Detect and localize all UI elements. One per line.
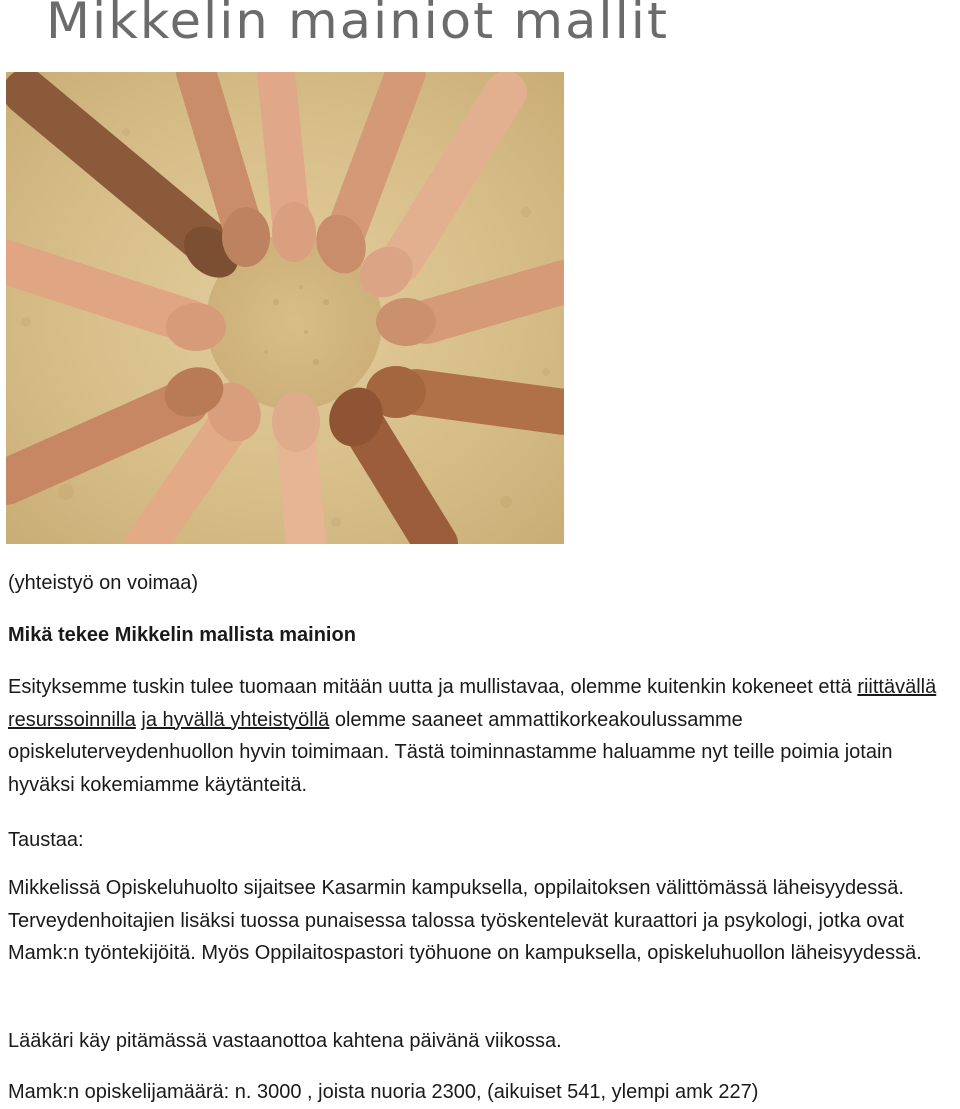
background-paragraph: Mikkelissä Opiskeluhuolto sijaitsee Kasarmin kampuksella, oppilaitoksen välittömässä läheisyydessä. Terveydenhoitajien lisäksi tuossa punaisessa talossa työskentelevät kuraattori ja psykologi, jotka ovat Mamk:n työntekijöitä. Myös Oppilaitospastori työhuone on kampuksella, opiskeluhuollon läheisyydessä. — [8, 877, 922, 964]
doctor-paragraph: Lääkäri käy pitämässä vastaanottoa kahtena päivänä viikossa. — [8, 1030, 562, 1052]
intro-paragraph: Esityksemme tuskin tulee tuomaan mitään uutta ja mullistavaa, olemme kuitenkin kokeneet että riittävällä resurssoinnilla ja hyvällä yhteistyöllä olemme saaneet ammattikorkeakoulussamme opiskeluterveydenhuollon hyvin toimimaan. Tästä toiminnastamme haluamme nyt teille poimia jotain hyväksi kokemiamme käytänteitä. — [8, 676, 937, 796]
background-label: Taustaa: — [8, 829, 84, 851]
student-count-paragraph: Mamk:n opiskelijamäärä: n. 3000 , joista nuoria 2300, (aikuiset 541, ylempi amk 227) — [8, 1081, 759, 1103]
link-resourcing[interactable]: riittävällä resurssoinnilla — [8, 676, 937, 731]
hands-in-sand-photo — [6, 72, 564, 544]
photo-caption: (yhteistyö on voimaa) — [8, 572, 199, 594]
section-heading: Mikä tekee Mikkelin mallista mainion — [8, 624, 356, 646]
document-title: Mikkelin mainiot mallit — [46, 0, 670, 50]
link-cooperation[interactable]: ja hyvällä yhteistyöllä — [141, 708, 330, 731]
